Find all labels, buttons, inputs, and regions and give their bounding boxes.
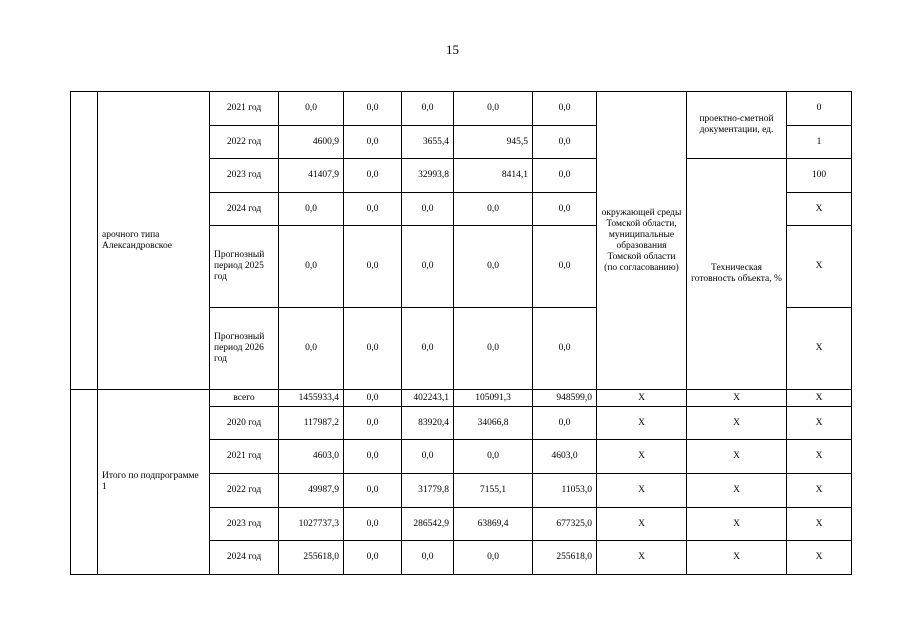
indicator-value-cell: X [787, 440, 852, 474]
municipal-cell: 34066,8 [454, 407, 533, 440]
other-cell: 0,0 [533, 92, 597, 126]
federal-cell: 0,0 [344, 126, 402, 159]
indicator-cell: X [687, 541, 787, 575]
participant-cell: X [597, 474, 687, 508]
number-cell [71, 390, 98, 575]
total-cell: 1455933,4 [279, 390, 344, 407]
other-cell: 0,0 [533, 159, 597, 193]
other-cell: 4603,0 [533, 440, 597, 474]
participant-cell: X [597, 407, 687, 440]
federal-cell: 0,0 [344, 193, 402, 226]
federal-cell: 0,0 [344, 440, 402, 474]
federal-cell: 0,0 [344, 308, 402, 390]
period-cell: Прогнозный период 2026 год [210, 308, 279, 390]
federal-cell: 0,0 [344, 92, 402, 126]
indicator-value-cell: X [787, 193, 852, 226]
federal-cell: 0,0 [344, 390, 402, 407]
indicator-cell: X [687, 407, 787, 440]
indicator-value-cell: X [787, 407, 852, 440]
regional-cell: 31779,8 [402, 474, 454, 508]
municipal-cell: 7155,1 [454, 474, 533, 508]
total-cell: 1027737,3 [279, 508, 344, 541]
total-cell: 0,0 [279, 92, 344, 126]
indicator-value-cell: X [787, 474, 852, 508]
municipal-cell: 0,0 [454, 308, 533, 390]
other-cell: 0,0 [533, 407, 597, 440]
total-cell: 0,0 [279, 308, 344, 390]
federal-cell: 0,0 [344, 407, 402, 440]
regional-cell: 286542,9 [402, 508, 454, 541]
indicator-value-cell: X [787, 390, 852, 407]
federal-cell: 0,0 [344, 159, 402, 193]
period-cell: 2022 год [210, 126, 279, 159]
period-cell: 2024 год [210, 193, 279, 226]
total-cell: 4603,0 [279, 440, 344, 474]
total-cell: 41407,9 [279, 159, 344, 193]
federal-cell: 0,0 [344, 508, 402, 541]
period-cell: 2021 год [210, 440, 279, 474]
table-row [71, 390, 852, 407]
total-cell: 0,0 [279, 193, 344, 226]
event-name-cell: арочного типа Александровское [98, 92, 210, 390]
other-cell: 0,0 [533, 126, 597, 159]
indicator-value-cell: 100 [787, 159, 852, 193]
municipal-cell: 0,0 [454, 226, 533, 308]
participant-cell: X [597, 440, 687, 474]
participant-cell: X [597, 390, 687, 407]
period-cell: 2024 год [210, 541, 279, 575]
indicator-cell: X [687, 508, 787, 541]
federal-cell: 0,0 [344, 226, 402, 308]
number-cell [71, 92, 98, 390]
other-cell: 948599,0 [533, 390, 597, 407]
regional-cell: 0,0 [402, 193, 454, 226]
total-cell: 255618,0 [279, 541, 344, 575]
municipal-cell: 63869,4 [454, 508, 533, 541]
municipal-cell: 8414,1 [454, 159, 533, 193]
period-cell: 2023 год [210, 508, 279, 541]
budget-table [70, 91, 852, 575]
participant-cell: X [597, 508, 687, 541]
other-cell: 677325,0 [533, 508, 597, 541]
period-cell: 2022 год [210, 474, 279, 508]
indicator-cell: проектно-сметной документации, ед. [687, 92, 787, 159]
regional-cell: 0,0 [402, 308, 454, 390]
total-cell: 117987,2 [279, 407, 344, 440]
other-cell: 11053,0 [533, 474, 597, 508]
municipal-cell: 0,0 [454, 541, 533, 575]
regional-cell: 0,0 [402, 440, 454, 474]
regional-cell: 402243,1 [402, 390, 454, 407]
municipal-cell: 945,5 [454, 126, 533, 159]
period-cell: 2021 год [210, 92, 279, 126]
indicator-value-cell: X [787, 541, 852, 575]
total-cell: 4600,9 [279, 126, 344, 159]
indicator-value-cell: X [787, 508, 852, 541]
period-cell: всего [210, 390, 279, 407]
participant-cell: окружающей среды Томской области, муниципальные образования Томской области (по согласованию) [597, 92, 687, 390]
subprogram-total-cell: Итого по подпрограмме 1 [98, 390, 210, 575]
total-cell: 49987,9 [279, 474, 344, 508]
total-cell: 0,0 [279, 226, 344, 308]
participant-cell: X [597, 541, 687, 575]
federal-cell: 0,0 [344, 541, 402, 575]
table-row [71, 92, 852, 126]
page-number: 15 [446, 42, 459, 57]
indicator-cell: X [687, 390, 787, 407]
municipal-cell: 0,0 [454, 440, 533, 474]
indicator-value-cell: 1 [787, 126, 852, 159]
indicator-cell: Техническая готовность объекта, % [687, 159, 787, 390]
municipal-cell: 105091,3 [454, 390, 533, 407]
other-cell: 255618,0 [533, 541, 597, 575]
regional-cell: 0,0 [402, 541, 454, 575]
period-cell: Прогнозный период 2025 год [210, 226, 279, 308]
period-cell: 2023 год [210, 159, 279, 193]
municipal-cell: 0,0 [454, 193, 533, 226]
regional-cell: 0,0 [402, 92, 454, 126]
indicator-cell: X [687, 474, 787, 508]
regional-cell: 3655,4 [402, 126, 454, 159]
regional-cell: 83920,4 [402, 407, 454, 440]
federal-cell: 0,0 [344, 474, 402, 508]
indicator-value-cell: 0 [787, 92, 852, 126]
indicator-value-cell: X [787, 308, 852, 390]
other-cell: 0,0 [533, 308, 597, 390]
indicator-cell: X [687, 440, 787, 474]
regional-cell: 32993,8 [402, 159, 454, 193]
other-cell: 0,0 [533, 193, 597, 226]
municipal-cell: 0,0 [454, 92, 533, 126]
period-cell: 2020 год [210, 407, 279, 440]
regional-cell: 0,0 [402, 226, 454, 308]
other-cell: 0,0 [533, 226, 597, 308]
indicator-value-cell: X [787, 226, 852, 308]
